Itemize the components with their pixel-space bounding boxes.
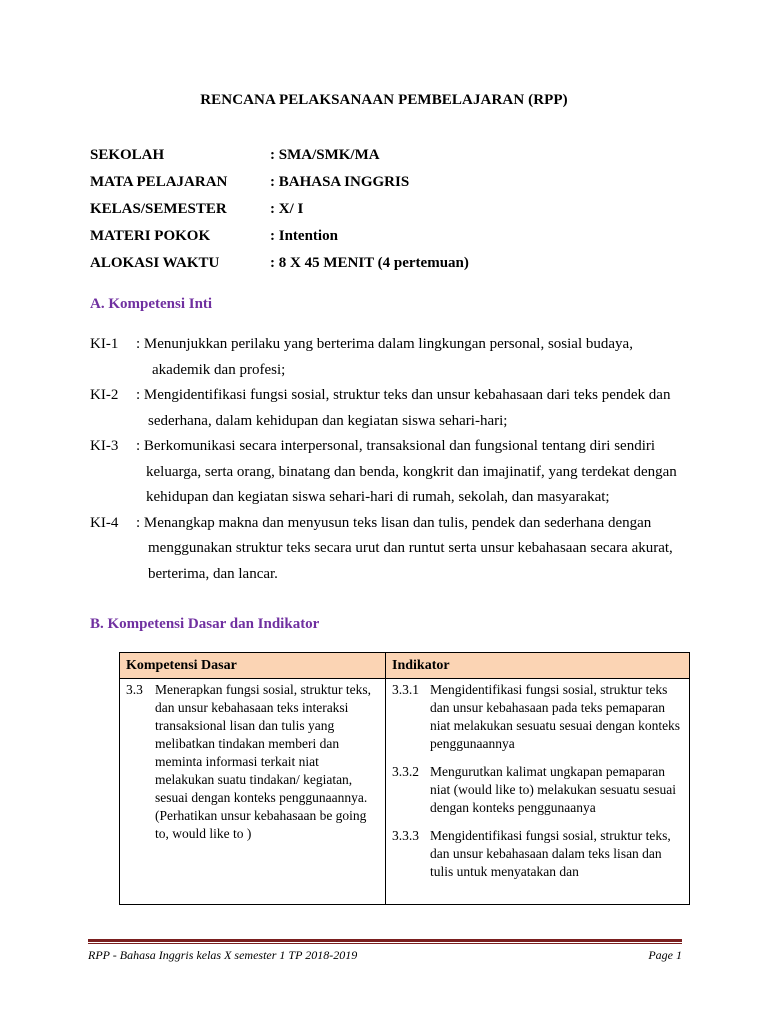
page-title: RENCANA PELAKSANAAN PEMBELAJARAN (RPP) [200, 92, 568, 108]
ki-line: keluarga, serta orang, binatang dan benda, kongkrit dan imajinatif, yang terdekat dengan [146, 463, 677, 480]
ki-item [90, 434, 700, 511]
ki-list [90, 332, 700, 587]
identity-row-class [90, 200, 469, 227]
ki-text [136, 434, 700, 511]
ki-code: KI-2 [90, 387, 119, 403]
indicator-item [392, 827, 683, 881]
ki-item [90, 332, 700, 383]
kd-item [126, 681, 379, 843]
ki-text [136, 511, 700, 588]
ki-line: menggunakan struktur teks secara urut dan runtut serta unsur kebahasaan secara akurat, [148, 540, 673, 556]
section-b-heading: B. Kompetensi Dasar dan Indikator [90, 616, 320, 632]
table-header-row [120, 653, 690, 679]
ki-line: : Mengidentifikasi fungsi sosial, struktur teks dan unsur kebahasaan dari teks pendek dan [136, 387, 671, 403]
identity-label: MATA PELAJARAN [90, 174, 228, 190]
ki-line: berterima, dan lancar. [148, 565, 278, 582]
identity-row-subject [90, 173, 469, 200]
identity-value: : Intention [270, 228, 338, 244]
indicator-text: Mengidentifikasi fungsi sosial, struktur teks dan unsur kebahasaan pada teks pemaparan niat melakukan sesuatu sesuai dengan konteks penggunaannya [430, 682, 681, 751]
indicator-text: Mengidentifikasi fungsi sosial, struktur teks, dan unsur kebahasaan dalam teks lisan dan tulis untuk menyatakan dan [430, 828, 671, 879]
ki-line: : Menangkap makna dan menyusun teks lisan dan tulis, pendek dan sederhana dengan [136, 514, 652, 531]
ki-line: sederhana, dalam kehidupan dan kegiatan siswa sehari-hari; [148, 412, 508, 429]
identity-label: SEKOLAH [90, 147, 165, 163]
ki-text [136, 383, 700, 434]
kd-number: 3.3 [126, 682, 143, 697]
section-a-heading: A. Kompetensi Inti [90, 296, 213, 312]
ki-code: KI-1 [90, 336, 119, 352]
kd-indicator-table [119, 652, 690, 905]
indicator-number: 3.3.2 [392, 764, 419, 779]
identity-row-topic [90, 227, 469, 254]
ki-line: : Berkomunikasi secara interpersonal, transaksional dan fungsional tentang diri sendiri [136, 438, 656, 454]
kd-cell [120, 679, 386, 905]
kd-text: Menerapkan fungsi sosial, struktur teks, dan unsur kebahasaan teks interaksi transaksional lisan dan tulis yang melibatkan tindakan memberi dan meminta informasi terkait niat melakukan suatu tindakan/ kegiatan, sesuai dengan konteks penggunaannya. (Perhatikan unsur kebahasaan be going to, would like to ) [155, 682, 371, 841]
identity-label: KELAS/SEMESTER [90, 201, 227, 217]
footer-divider-thin [88, 943, 682, 944]
identity-value: : SMA/SMK/MA [270, 147, 380, 163]
indicator-text: Mengurutkan kalimat ungkapan pemaparan niat (would like to) melakukan sesuatu sesuai dengan konteks penggunaanya [430, 764, 676, 815]
identity-value: : BAHASA INGGRIS [270, 174, 410, 190]
ki-text [136, 332, 700, 383]
identity-label: MATERI POKOK [90, 228, 211, 244]
ki-code: KI-3 [90, 438, 119, 454]
ki-line: : Menunjukkan perilaku yang berterima dalam lingkungan personal, sosial budaya, [136, 336, 633, 352]
identity-value: : 8 X 45 MENIT (4 pertemuan) [270, 255, 469, 271]
ki-item [90, 383, 700, 434]
indicator-item [392, 681, 683, 753]
footer-divider [88, 939, 682, 942]
footer-page-number: Page 1 [648, 948, 682, 962]
footer-doc-info: RPP - Bahasa Inggris kelas X semester 1 TP 2018-2019 [88, 948, 358, 962]
identity-row-school [90, 146, 469, 173]
ki-code: KI-4 [90, 514, 119, 531]
identity-row-time [90, 254, 469, 281]
ki-line: kehidupan dan kegiatan siswa sehari-hari di rumah, sekolah, dan masyarakat; [146, 489, 610, 505]
ki-line: akademik dan profesi; [152, 361, 286, 378]
identity-value: : X/ I [270, 201, 304, 217]
identity-block [90, 146, 469, 281]
table-header-indicator: Indikator [386, 653, 690, 679]
identity-label: ALOKASI WAKTU [90, 255, 220, 271]
indicator-item [392, 763, 683, 817]
indicator-number: 3.3.1 [392, 682, 419, 697]
ki-item [90, 511, 700, 588]
indicator-number: 3.3.3 [392, 828, 419, 843]
indicator-cell [386, 679, 690, 905]
table-row [120, 679, 690, 905]
table-header-kd: Kompetensi Dasar [120, 653, 386, 679]
